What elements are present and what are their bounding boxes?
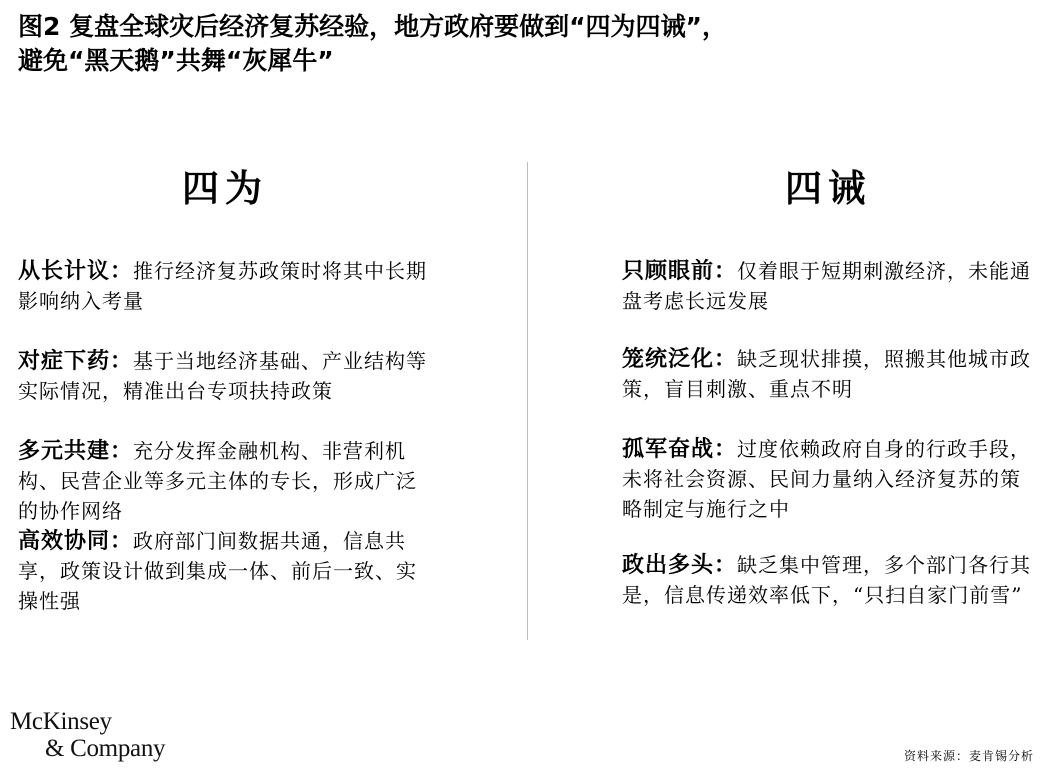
list-item — [18, 526, 433, 618]
list-item — [18, 436, 433, 526]
item-text: 基于当地经济基础、产业结构等实际情况，精准出台专项扶持政策 — [18, 349, 428, 403]
list-item — [622, 344, 1037, 434]
item-text: 过度依赖政府自身的行政手段，未将社会资源、民间力量纳入经济复苏的策略制定与施行之中 — [622, 437, 1032, 521]
item-title: 孤军奋战： — [622, 436, 738, 462]
column-divider — [527, 162, 528, 640]
item-title: 多元共建： — [18, 438, 134, 464]
right-column-heading: 四诫 — [785, 166, 871, 210]
mckinsey-logo — [10, 708, 165, 762]
item-text: 推行经济复苏政策时将其中长期影响纳入考量 — [18, 259, 428, 313]
item-title: 政出多头： — [622, 552, 738, 578]
list-item — [18, 256, 433, 346]
item-text: 充分发挥金融机构、非营利机构、民营企业等多元主体的专长，形成广泛的协作网络 — [18, 439, 417, 523]
list-item — [622, 434, 1037, 550]
figure-title-line-2: 避免“黑天鹅”共舞“灰犀牛” — [18, 46, 334, 75]
logo-line-1: McKinsey — [10, 708, 112, 735]
source-note: 资料来源：麦肯锡分析 — [903, 749, 1034, 763]
item-text: 政府部门间数据共通，信息共享，政策设计做到集成一体、前后一致、实操性强 — [18, 529, 417, 613]
item-title: 高效协同： — [18, 528, 134, 554]
item-title: 从长计议： — [18, 258, 134, 284]
item-title: 只顾眼前： — [622, 258, 738, 284]
item-title: 对症下药： — [18, 348, 134, 374]
list-item — [622, 256, 1037, 344]
item-text: 缺乏现状排摸，照搬其他城市政策，盲目刺激、重点不明 — [622, 347, 1032, 401]
logo-line-2: & Company — [45, 735, 166, 762]
list-item — [18, 346, 433, 436]
left-column-list — [18, 256, 433, 618]
list-item — [622, 550, 1037, 640]
item-text: 仅着眼于短期刺激经济，未能通盘考虑长远发展 — [622, 259, 1032, 313]
right-column-list — [622, 256, 1037, 640]
item-text: 缺乏集中管理，多个部门各行其是，信息传递效率低下，“只扫自家门前雪” — [622, 553, 1032, 607]
figure-title — [18, 10, 1028, 78]
item-title: 笼统泛化： — [622, 346, 738, 372]
figure-title-line-1: 图2 复盘全球灾后经济复苏经验，地方政府要做到“四为四诫”， — [18, 12, 727, 41]
left-column-heading: 四为 — [182, 166, 268, 210]
